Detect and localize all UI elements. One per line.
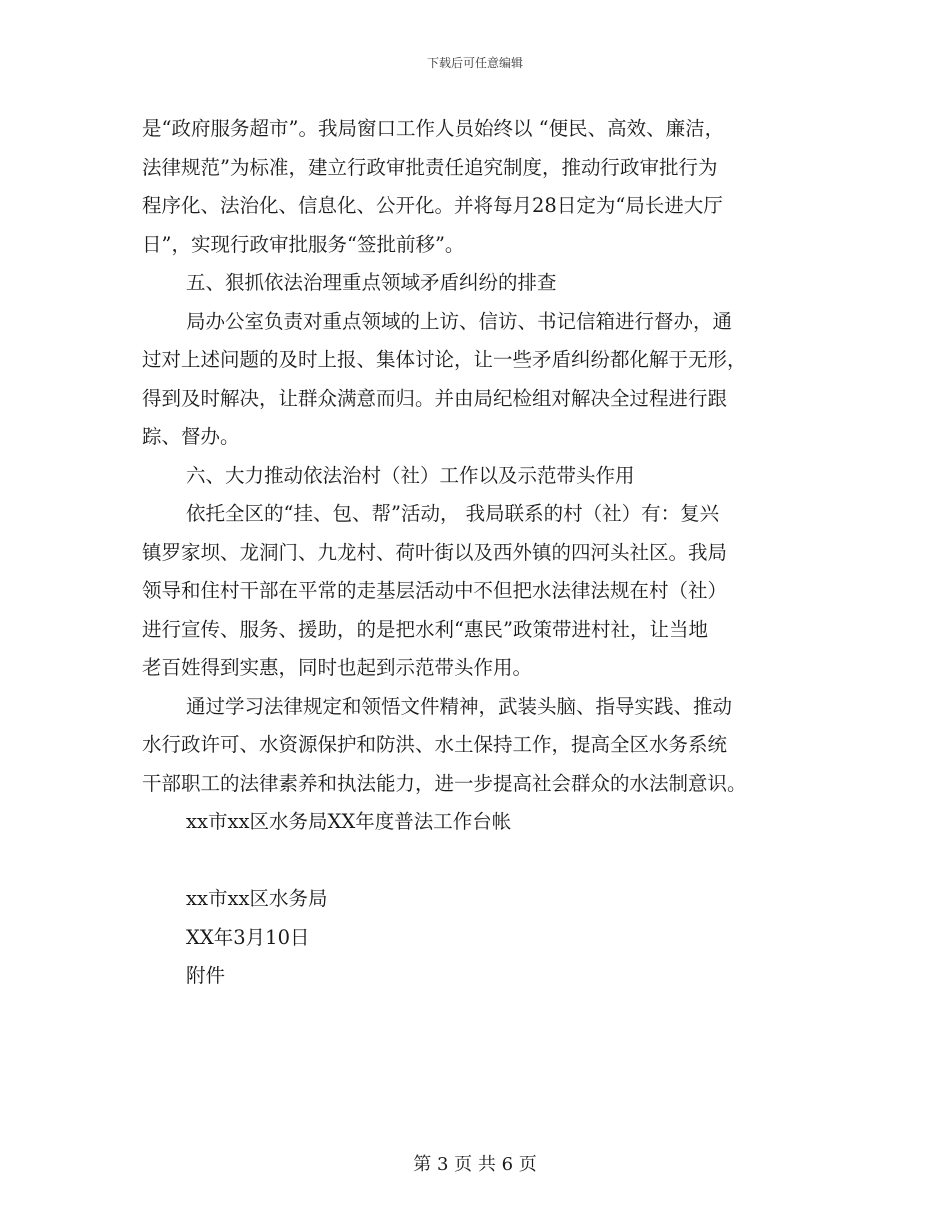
text-line: 局办公室负责对重点领域的上访、信访、书记信箱进行督办，通 (186, 309, 733, 333)
text-line: 程序化、法治化、信息化、公开化。并将每月28日定为“局长进大厅 (142, 194, 723, 217)
signature-organization: xx市xx区水务局 (186, 887, 328, 910)
attachment-label: 附件 (186, 964, 226, 987)
text-line: 领导和住村干部在平常的走基层活动中不但把水法律法规在村（社） (142, 579, 728, 602)
signature-date: XX年3月10日 (186, 925, 310, 949)
text-line: 依托全区的“挂、包、帮”活动， 我局联系的村（社）有：复兴 (186, 502, 720, 525)
text-line: 得到及时解决，让群众满意而归。并由局纪检组对解决全过程进行跟 (142, 386, 728, 410)
text-line: 踪、督办。 (142, 425, 240, 448)
section-heading: 五、狠抓依法治理重点领域矛盾纠纷的排查 (186, 271, 557, 294)
text-line: 进行宣传、服务、援助，的是把水利“惠民”政策带进村社，让当地 (142, 617, 708, 641)
text-line: 水行政许可、水资源保护和防洪、水土保持工作，提高全区水务系统 (142, 733, 728, 756)
blank-line (142, 842, 814, 881)
document-body (142, 110, 814, 996)
text-line: 镇罗家坝、龙洞门、九龙村、荷叶街以及西外镇的四河头社区。我局 (142, 540, 728, 564)
text-line: 通过学习法律规定和领悟文件精神，武装头脑、指导实践、推动 (186, 694, 733, 718)
text-line: 日”，实现行政审批服务“签批前移”。 (142, 232, 465, 256)
page-number: 第 3 页 共 6 页 (413, 1154, 537, 1175)
text-line: 过对上述问题的及时上报、集体讨论，让一些矛盾纠纷都化解于无形， (142, 348, 747, 371)
text-line: 老百姓得到实惠，同时也起到示范带头作用。 (142, 656, 533, 679)
document-title-line: xx市xx区水务局XX年度普法工作台帐 (186, 810, 512, 833)
text-line: 法律规范”为标准，建立行政审批责任追究制度，推动行政审批行为 (142, 155, 718, 179)
section-heading: 六、大力推动依法治村（社）工作以及示范带头作用 (186, 463, 635, 487)
text-line: 是“政府服务超市”。我局窗口工作人员始终以 “便民、高效、廉洁， (142, 117, 725, 140)
text-line: 干部职工的法律素养和执法能力，进一步提高社会群众的水法制意识。 (142, 771, 747, 795)
page-header: 下载后可任意编辑 (426, 56, 523, 70)
